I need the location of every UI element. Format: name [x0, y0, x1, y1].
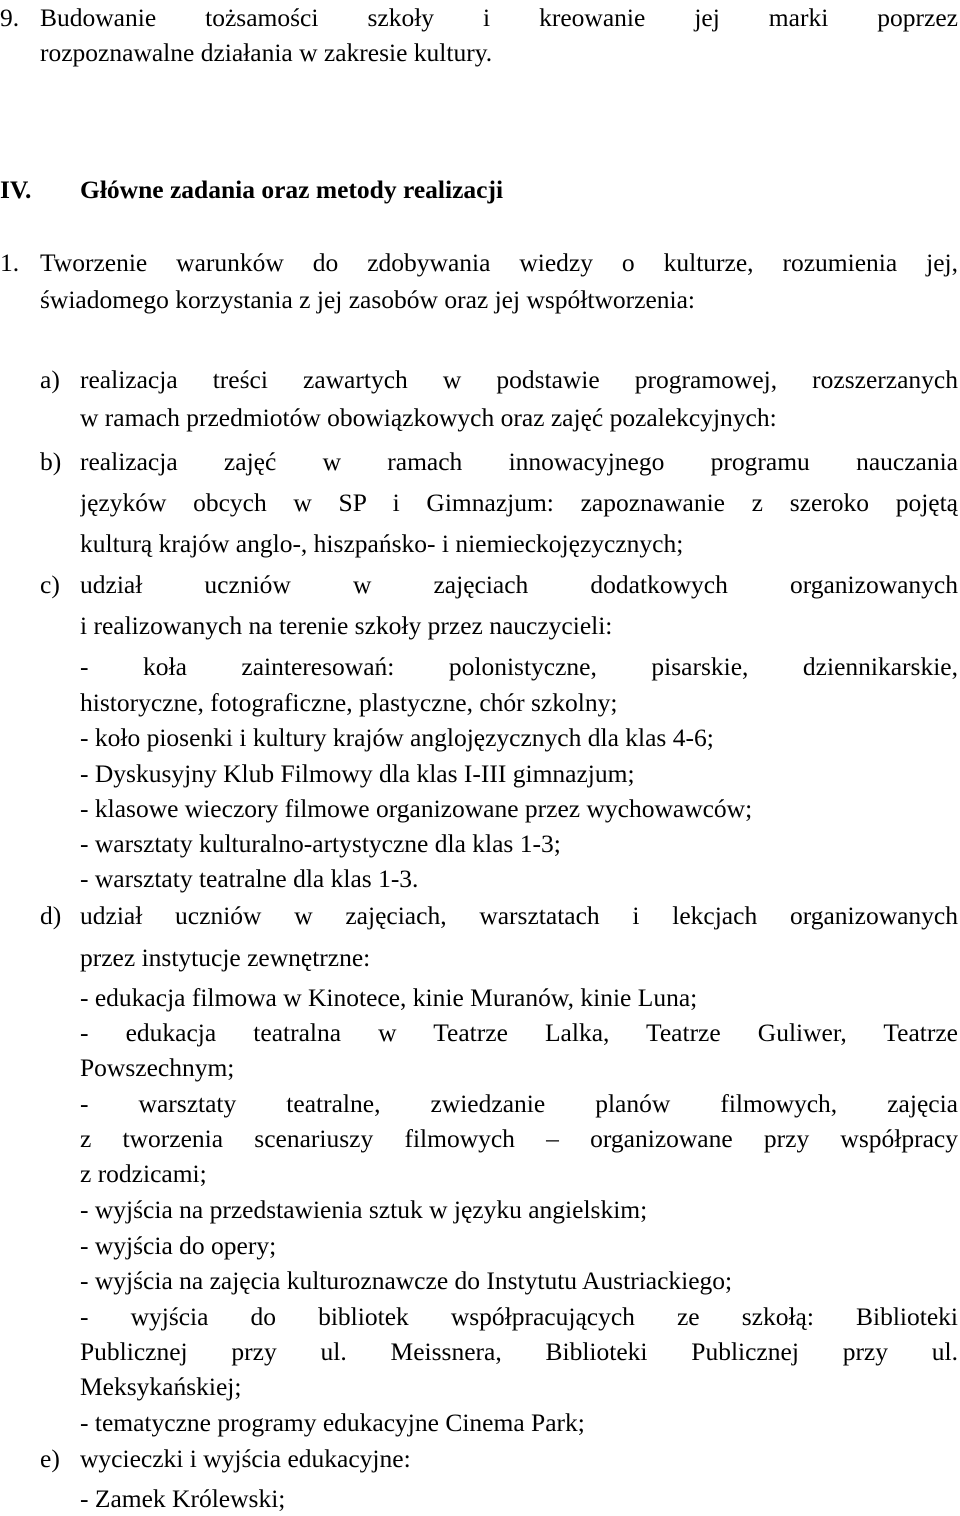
item-d-line-14: Meksykańskiej;: [80, 1372, 242, 1401]
item-d-line-7: z tworzenia scenariuszy filmowych – organizowane przy współpracy: [80, 1124, 958, 1153]
item-d-marker: d): [40, 901, 62, 930]
item-d-line-4: - edukacja teatralna w Teatrze Lalka, Teatrze Guliwer, Teatrze: [80, 1018, 958, 1047]
section-number: IV.: [0, 175, 32, 204]
item-d-line-13: Publicznej przy ul. Meissnera, Biblioteki Publicznej przy ul.: [80, 1337, 958, 1366]
item-a-line-2: w ramach przedmiotów obowiązkowych oraz zajęć pozalekcyjnych:: [80, 403, 777, 432]
item-c-line-8: - warsztaty kulturalno-artystyczne dla klas 1-3;: [80, 829, 561, 858]
item-c-line-4: historyczne, fotograficzne, plastyczne, chór szkolny;: [80, 688, 618, 717]
point-1-line-1: Tworzenie warunków do zdobywania wiedzy o kulturze, rozumienia jej,: [40, 248, 958, 277]
item-d-line-5: Powszechnym;: [80, 1053, 235, 1082]
item-d-line-1: udział uczniów w zajęciach, warsztatach i lekcjach organizowanych: [80, 901, 958, 930]
item-b-line-1: realizacja zajęć w ramach innowacyjnego programu nauczania: [80, 447, 958, 476]
item-a-line-1: realizacja treści zawartych w podstawie programowej, rozszerzanych: [80, 365, 958, 394]
item-c-line-1: udział uczniów w zajęciach dodatkowych organizowanych: [80, 570, 958, 599]
section-title: Główne zadania oraz metody realizacji: [80, 175, 504, 204]
item-c-line-7: - klasowe wieczory filmowe organizowane przez wychowawców;: [80, 794, 753, 823]
item-9-number: 9.: [0, 3, 20, 32]
item-a-marker: a): [40, 365, 60, 394]
item-c-line-6: - Dyskusyjny Klub Filmowy dla klas I-III gimnazjum;: [80, 759, 635, 788]
item-d-line-9: - wyjścia na przedstawienia sztuk w języku angielskim;: [80, 1195, 648, 1224]
item-d-line-8: z rodzicami;: [80, 1159, 207, 1188]
point-1-line-2: świadomego korzystania z jej zasobów oraz jej współtworzenia:: [40, 285, 695, 314]
item-9-line-2: rozpoznawalne działania w zakresie kultury.: [40, 38, 493, 67]
item-c-line-5: - koło piosenki i kultury krajów anglojęzycznych dla klas 4-6;: [80, 723, 714, 752]
item-b-marker: b): [40, 447, 62, 476]
point-1-number: 1.: [0, 248, 20, 277]
item-c-line-9: - warsztaty teatralne dla klas 1-3.: [80, 864, 419, 893]
item-c-line-3: - koła zainteresowań: polonistyczne, pisarskie, dziennikarskie,: [80, 652, 958, 681]
item-9-line-1: Budowanie tożsamości szkoły i kreowanie jej marki poprzez: [40, 3, 958, 32]
item-e-line-1: wycieczki i wyjścia edukacyjne:: [80, 1444, 411, 1473]
item-d-line-12: - wyjścia do bibliotek współpracujących ze szkołą: Biblioteki: [80, 1302, 958, 1331]
item-d-line-10: - wyjścia do opery;: [80, 1231, 277, 1260]
item-b-line-2: języków obcych w SP i Gimnazjum: zapoznawanie z szeroko pojętą: [80, 488, 958, 517]
item-b-line-3: kulturą krajów anglo-, hiszpańsko- i niemieckojęzycznych;: [80, 529, 684, 558]
item-c-marker: c): [40, 570, 60, 599]
item-d-line-6: - warsztaty teatralne, zwiedzanie planów filmowych, zajęcia: [80, 1089, 958, 1118]
item-d-line-3: - edukacja filmowa w Kinotece, kinie Muranów, kinie Luna;: [80, 983, 698, 1012]
item-d-line-15: - tematyczne programy edukacyjne Cinema Park;: [80, 1408, 585, 1437]
item-c-line-2: i realizowanych na terenie szkoły przez nauczycieli:: [80, 611, 613, 640]
item-e-marker: e): [40, 1444, 60, 1473]
item-e-line-2: - Zamek Królewski;: [80, 1484, 286, 1513]
item-d-line-2: przez instytucje zewnętrzne:: [80, 943, 371, 972]
item-d-line-11: - wyjścia na zajęcia kulturoznawcze do Instytutu Austriackiego;: [80, 1266, 733, 1295]
